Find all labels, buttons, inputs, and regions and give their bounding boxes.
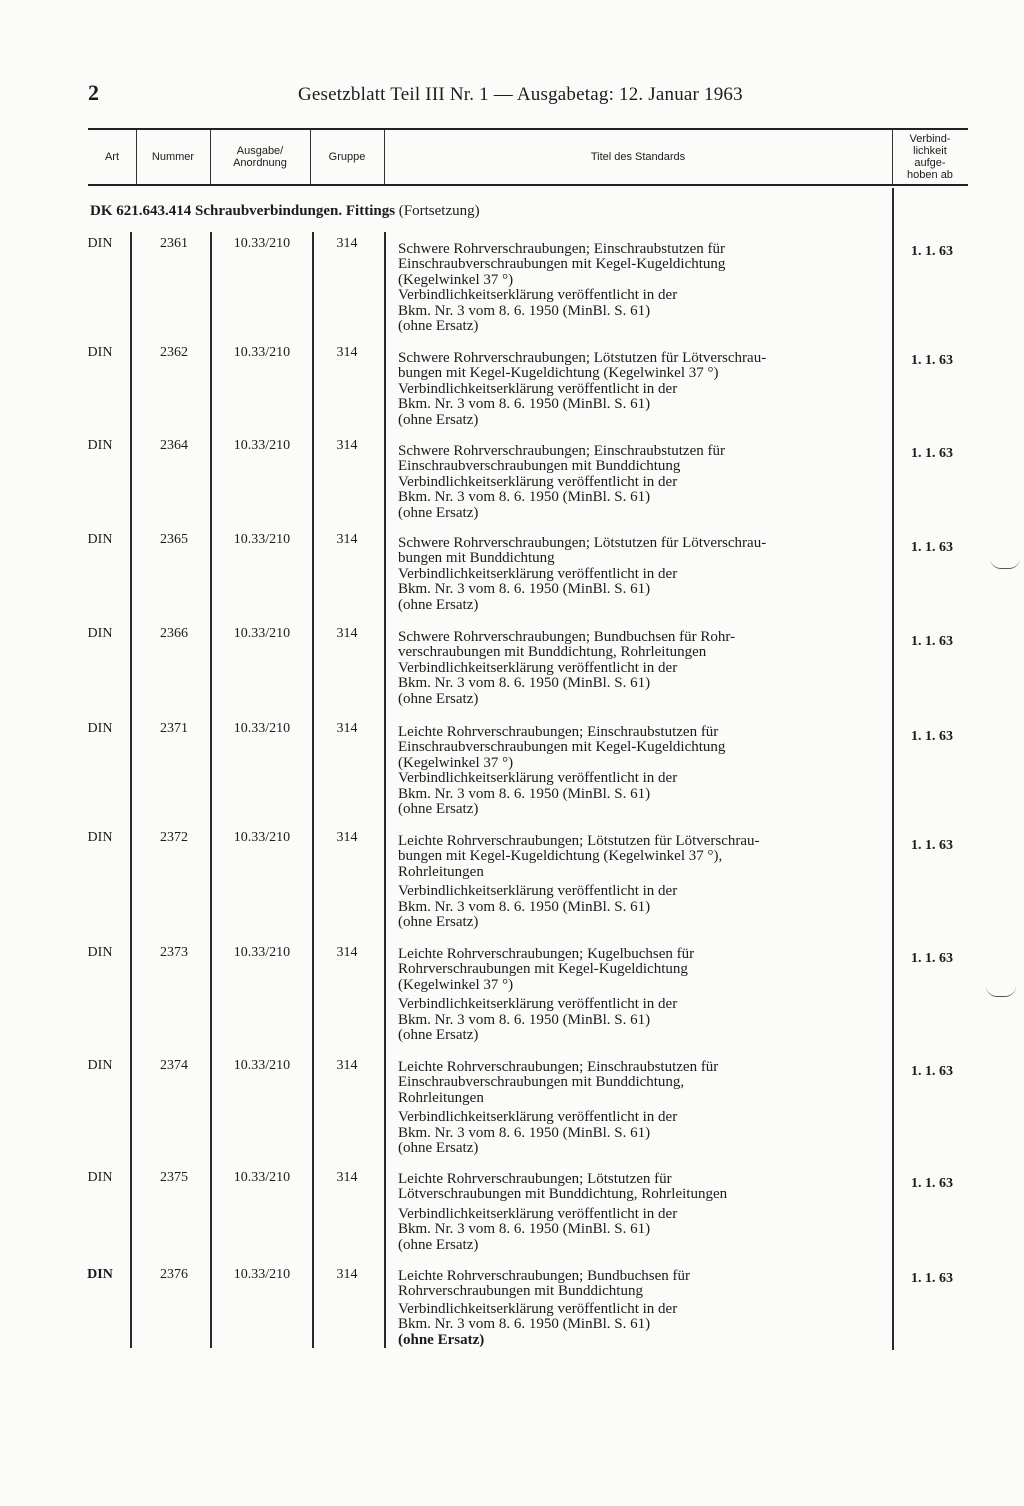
titel-line: Bkm. Nr. 3 vom 8. 6. 1950 (MinBl. S. 61) [398,1011,651,1028]
column-rule-gruppe [384,232,386,1348]
cell-aufgehoben: 1. 1. 63 [911,353,953,368]
cell-ausgabe: 10.33/210 [233,1058,291,1073]
titel-line: Leichte Rohrverschraubungen; Lötstutzen für Lötverschrau- [398,833,760,849]
cell-nummer: 2371 [160,721,188,736]
titel-line: Leichte Rohrverschraubungen; Kugelbuchsen für [398,946,695,962]
cell-ausgabe: 10.33/210 [233,345,291,360]
header-divider [384,130,385,184]
titel-line: Bkm. Nr. 3 vom 8. 6. 1950 (MinBl. S. 61) [398,1316,651,1333]
titel-line: bungen mit Kegel-Kugeldichtung (Kegelwinkel 37 °), [398,848,723,865]
cell-ausgabe: 10.33/210 [233,532,291,547]
cell-gruppe: 314 [336,721,358,736]
cell-titel [398,1172,888,1253]
titel-line: (ohne Ersatz) [398,596,479,613]
titel-line: Leichte Rohrverschraubungen; Bundbuchsen für [398,1268,690,1284]
titel-line: Leichte Rohrverschraubungen; Lötstutzen für [398,1171,672,1187]
cell-aufgehoben: 1. 1. 63 [911,634,953,649]
cell-gruppe: 314 [336,1170,358,1185]
titel-line: (ohne Ersatz) [398,1027,479,1044]
cell-aufgehoben: 1. 1. 63 [911,446,953,461]
cell-titel [398,1060,888,1156]
titel-line: Schwere Rohrverschraubungen; Lötstutzen für Lötverschrau- [398,535,767,551]
titel-line: Leichte Rohrverschraubungen; Einschraubstutzen für [398,1059,719,1075]
column-header-aufgehoben: Verbind- lichkeit aufge- hoben ab [907,133,953,181]
cell-nummer: 2374 [160,1058,188,1073]
titel-line: Bkm. Nr. 3 vom 8. 6. 1950 (MinBl. S. 61) [398,675,651,692]
cell-nummer: 2366 [160,626,188,641]
titel-line: Verbindlichkeitserklärung veröffentlicht in der [398,659,678,676]
cell-titel [398,242,888,334]
cell-art: DIN [87,1267,113,1282]
titel-line: Einschraubverschraubungen mit Bunddichtung [398,458,681,475]
cell-gruppe: 314 [336,1267,358,1282]
cell-gruppe: 314 [336,236,358,251]
cell-titel [398,834,888,930]
titel-line: Bkm. Nr. 3 vom 8. 6. 1950 (MinBl. S. 61) [398,785,651,802]
titel-line: Verbindlichkeitserklärung veröffentlicht in der [398,565,678,582]
titel-line: (ohne Ersatz) [398,1140,479,1157]
section-heading-main: DK 621.643.414 Schraubverbindungen. Fittings [90,203,396,219]
titel-line: Bkm. Nr. 3 vom 8. 6. 1950 (MinBl. S. 61) [398,302,651,319]
cell-art: DIN [87,830,113,845]
cell-titel [398,947,888,1043]
page-number: 2 [88,80,99,105]
cell-ausgabe: 10.33/210 [233,1267,291,1282]
cell-ausgabe: 10.33/210 [233,236,291,251]
titel-line: Schwere Rohrverschraubungen; Lötstutzen für Lötverschrau- [398,350,767,366]
titel-line: Verbindlichkeitserklärung veröffentlicht in der [398,996,678,1013]
margin-pencil-mark [990,558,1020,569]
cell-titel [398,444,888,521]
cell-ausgabe: 10.33/210 [233,626,291,641]
titel-line: (Kegelwinkel 37 °) [398,976,514,993]
titel-line: Einschraubverschraubungen mit Kegel-Kugeldichtung [398,739,726,756]
titel-line: (ohne Ersatz) [398,1236,479,1253]
cell-titel [398,630,888,707]
column-header-titel: Titel des Standards [590,151,686,163]
titel-line: Einschraubverschraubungen mit Bunddichtung, [398,1074,685,1091]
titel-line: (ohne Ersatz) [398,914,479,931]
titel-line: Verbindlichkeitserklärung veröffentlicht in der [398,1300,678,1317]
cell-aufgehoben: 1. 1. 63 [911,1271,953,1286]
running-head: Gesetzblatt Teil III Nr. 1 — Ausgabetag: 12. Januar 1963 [298,84,743,105]
cell-art: DIN [87,345,113,360]
header-divider [210,130,211,184]
header-divider [310,130,311,184]
titel-line: Verbindlichkeitserklärung veröffentlicht in der [398,1109,678,1126]
titel-line: verschraubungen mit Bunddichtung, Rohrleitungen [398,644,707,661]
cell-aufgehoben: 1. 1. 63 [911,729,953,744]
titel-line: (Kegelwinkel 37 °) [398,754,514,771]
cell-art: DIN [87,438,113,453]
cell-nummer: 2364 [160,438,188,453]
titel-line: (ohne Ersatz) [398,411,479,428]
column-rule-art [130,232,132,1348]
column-header-art: Art [104,151,120,163]
cell-aufgehoben: 1. 1. 63 [911,244,953,259]
cell-art: DIN [87,236,113,251]
cell-art: DIN [87,945,113,960]
column-rule-nummer [210,232,212,1348]
titel-line: Rohrverschraubungen mit Kegel-Kugeldichtung [398,961,688,978]
titel-line: Bkm. Nr. 3 vom 8. 6. 1950 (MinBl. S. 61) [398,1221,651,1238]
column-rule-titel [892,188,894,1350]
column-header-gruppe: Gruppe [328,151,366,163]
titel-line: Leichte Rohrverschraubungen; Einschraubstutzen für [398,724,719,740]
cell-ausgabe: 10.33/210 [233,438,291,453]
cell-ausgabe: 10.33/210 [233,830,291,845]
titel-line: Bkm. Nr. 3 vom 8. 6. 1950 (MinBl. S. 61) [398,1124,651,1141]
cell-gruppe: 314 [336,1058,358,1073]
cell-art: DIN [87,721,113,736]
titel-line: Schwere Rohrverschraubungen; Einschraubstutzen für [398,443,725,459]
titel-line: Verbindlichkeitserklärung veröffentlicht in der [398,473,678,490]
cell-gruppe: 314 [336,626,358,641]
section-heading [90,203,480,220]
cell-titel [398,536,888,613]
titel-line: Verbindlichkeitserklärung veröffentlicht in der [398,287,678,304]
header-divider [136,130,137,184]
cell-nummer: 2376 [160,1267,188,1282]
cell-titel [398,725,888,817]
cell-art: DIN [87,1170,113,1185]
cell-aufgehoben: 1. 1. 63 [911,1176,953,1191]
column-header-nummer: Nummer [151,151,195,163]
cell-nummer: 2372 [160,830,188,845]
column-header-ausgabe: Ausgabe/ Anordnung [233,145,287,169]
cell-titel [398,1269,888,1348]
section-heading-suffix: (Fortsetzung) [398,203,480,219]
titel-line: Rohrverschraubungen mit Bunddichtung [398,1283,643,1300]
cell-nummer: 2362 [160,345,188,360]
table-header [88,130,968,184]
titel-line: bungen mit Bunddichtung [398,550,555,567]
titel-line: Verbindlichkeitserklärung veröffentlicht in der [398,380,678,397]
cell-aufgehoben: 1. 1. 63 [911,951,953,966]
cell-aufgehoben: 1. 1. 63 [911,838,953,853]
titel-line: Schwere Rohrverschraubungen; Bundbuchsen für Rohr- [398,629,736,645]
cell-ausgabe: 10.33/210 [233,945,291,960]
cell-gruppe: 314 [336,945,358,960]
cell-titel [398,351,888,428]
cell-nummer: 2361 [160,236,188,251]
cell-art: DIN [87,532,113,547]
titel-line: Rohrleitungen [398,863,484,880]
titel-line: Bkm. Nr. 3 vom 8. 6. 1950 (MinBl. S. 61) [398,396,651,413]
titel-line: Verbindlichkeitserklärung veröffentlicht in der [398,1205,678,1222]
cell-nummer: 2365 [160,532,188,547]
titel-line: (ohne Ersatz) [398,1331,485,1348]
titel-line: Rohrleitungen [398,1089,484,1106]
cell-gruppe: 314 [336,830,358,845]
cell-aufgehoben: 1. 1. 63 [911,1064,953,1079]
titel-line: Bkm. Nr. 3 vom 8. 6. 1950 (MinBl. S. 61) [398,581,651,598]
titel-line: (Kegelwinkel 37 °) [398,271,514,288]
titel-line: (ohne Ersatz) [398,504,479,521]
titel-line: Schwere Rohrverschraubungen; Einschraubstutzen für [398,241,725,257]
cell-gruppe: 314 [336,438,358,453]
cell-gruppe: 314 [336,345,358,360]
cell-ausgabe: 10.33/210 [233,721,291,736]
cell-aufgehoben: 1. 1. 63 [911,540,953,555]
header-divider [892,130,893,184]
header-bottom-rule [88,184,968,186]
cell-art: DIN [87,1058,113,1073]
titel-line: Verbindlichkeitserklärung veröffentlicht in der [398,883,678,900]
titel-line: bungen mit Kegel-Kugeldichtung (Kegelwinkel 37 °) [398,365,719,382]
cell-nummer: 2373 [160,945,188,960]
titel-line: Bkm. Nr. 3 vom 8. 6. 1950 (MinBl. S. 61) [398,489,651,506]
titel-line: Einschraubverschraubungen mit Kegel-Kugeldichtung [398,256,726,273]
margin-pencil-mark [986,986,1016,997]
cell-art: DIN [87,626,113,641]
titel-line: Bkm. Nr. 3 vom 8. 6. 1950 (MinBl. S. 61) [398,898,651,915]
cell-gruppe: 314 [336,532,358,547]
titel-line: Lötverschraubungen mit Bunddichtung, Rohrleitungen [398,1186,728,1203]
titel-line: (ohne Ersatz) [398,690,479,707]
cell-nummer: 2375 [160,1170,188,1185]
titel-line: (ohne Ersatz) [398,801,479,818]
titel-line: (ohne Ersatz) [398,318,479,335]
cell-ausgabe: 10.33/210 [233,1170,291,1185]
titel-line: Verbindlichkeitserklärung veröffentlicht in der [398,770,678,787]
